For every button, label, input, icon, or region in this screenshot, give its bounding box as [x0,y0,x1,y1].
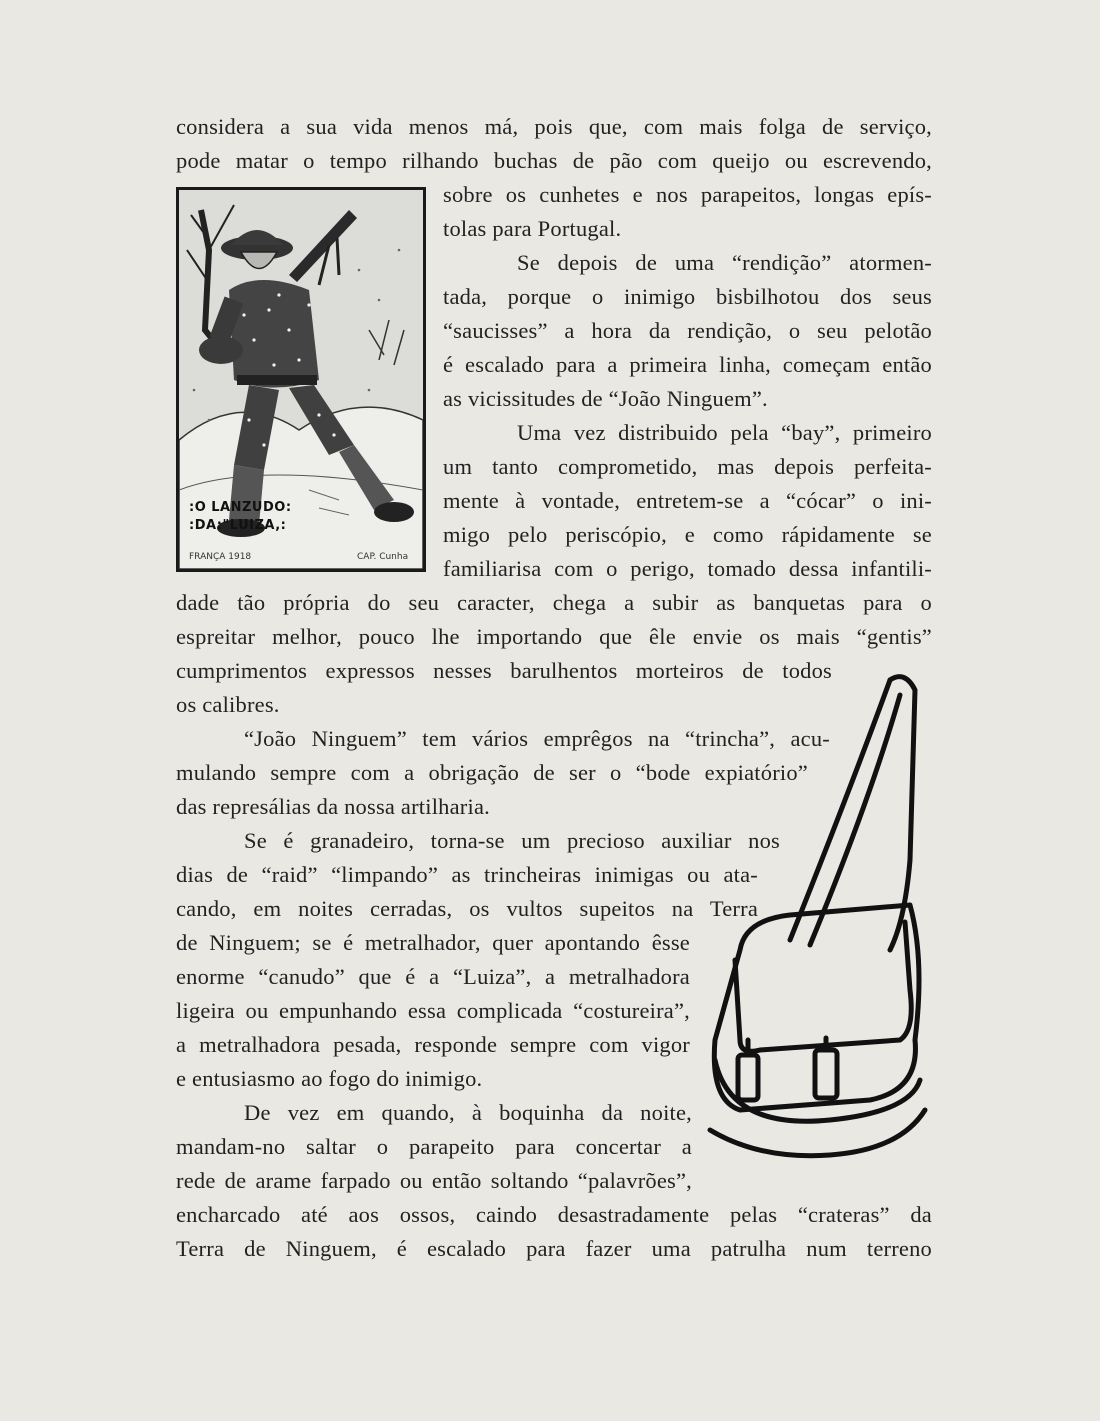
text-line: Se depois de uma “rendição” atormen- [517,250,932,275]
text-line: dias de “raid” “limpando” as trincheiras inimigas ou ata- [176,862,758,887]
illustration-caption-line-1: :O LANZUDO: [189,500,292,515]
text-line: mente à vontade, entretem-se a “cócar” o ini- [443,488,932,513]
text-line: encharcado até aos ossos, caindo desastradamente pelas “crateras” da [176,1202,932,1227]
soldier-illustration [176,187,426,572]
illustration-signature: CAP. Cunha [357,552,409,562]
text-line: “João Ninguem” tem vários emprêgos na “trincha”, acu- [244,726,830,751]
text-line: um tanto comprometido, mas depois perfeita- [443,454,932,479]
text-line: familiarisa com o perigo, tomado dessa infantili- [443,556,932,581]
text-line: a metralhadora pesada, responde sempre com vigor [176,1032,690,1057]
illustration-place-date: FRANÇA 1918 [189,552,252,562]
text-line: enorme “canudo” que é a “Luiza”, a metralhadora [176,964,690,989]
text-line: Terra de Ninguem, é escalado para fazer uma patrulha num terreno [176,1236,932,1261]
text-line: “saucisses” a hora da rendição, o seu pelotão [443,318,932,343]
text-line: sobre os cunhetes e nos parapeitos, longas epís- [443,182,932,207]
text-line: dade tão própria do seu caracter, chega a subir as banquetas para o [176,590,932,615]
text-line: e entusiasmo ao fogo do inimigo. [176,1066,483,1091]
text-line: tolas para Portugal. [443,216,622,241]
text-line: pode matar o tempo rilhando buchas de pão com queijo ou escrevendo, [176,148,932,173]
text-line: mulando sempre com a obrigação de ser o “bode expiatório” [176,760,808,785]
text-line: De vez em quando, à boquinha da noite, [244,1100,692,1125]
text-line: as vicissitudes de “João Ninguem”. [443,386,768,411]
text-line: cumprimentos expressos nesses barulhentos morteiros de todos [176,658,832,683]
text-line: de Ninguem; se é metralhador, quer apontando êsse [176,930,690,955]
text-line: mandam-no saltar o parapeito para concertar a [176,1134,692,1159]
text-line: Se é granadeiro, torna-se um precioso auxiliar nos [244,828,780,853]
text-line: cando, em noites cerradas, os vultos supeitos na Terra [176,896,758,921]
text-line: considera a sua vida menos má, pois que, com mais folga de serviço, [176,114,932,139]
text-line: migo pelo periscópio, e como rápidamente se [443,522,932,547]
text-line: é escalado para a primeira linha, começam então [443,352,932,377]
text-line: rede de arame farpado ou então soltando “palavrões”, [176,1168,692,1193]
text-line: das represálias da nossa artilharia. [176,794,490,819]
text-line: ligeira ou empunhando essa complicada “costureira”, [176,998,690,1023]
text-line: os calibres. [176,692,280,717]
text-line: Uma vez distribuido pela “bay”, primeiro [517,420,932,445]
text-line: tada, porque o inimigo bisbilhotou dos seus [443,284,932,309]
text-line: espreitar melhor, pouco lhe importando que êle envie os mais “gentis” [176,624,932,649]
illustration-caption-line-2: :DA:"LUIZA,: [189,518,287,533]
